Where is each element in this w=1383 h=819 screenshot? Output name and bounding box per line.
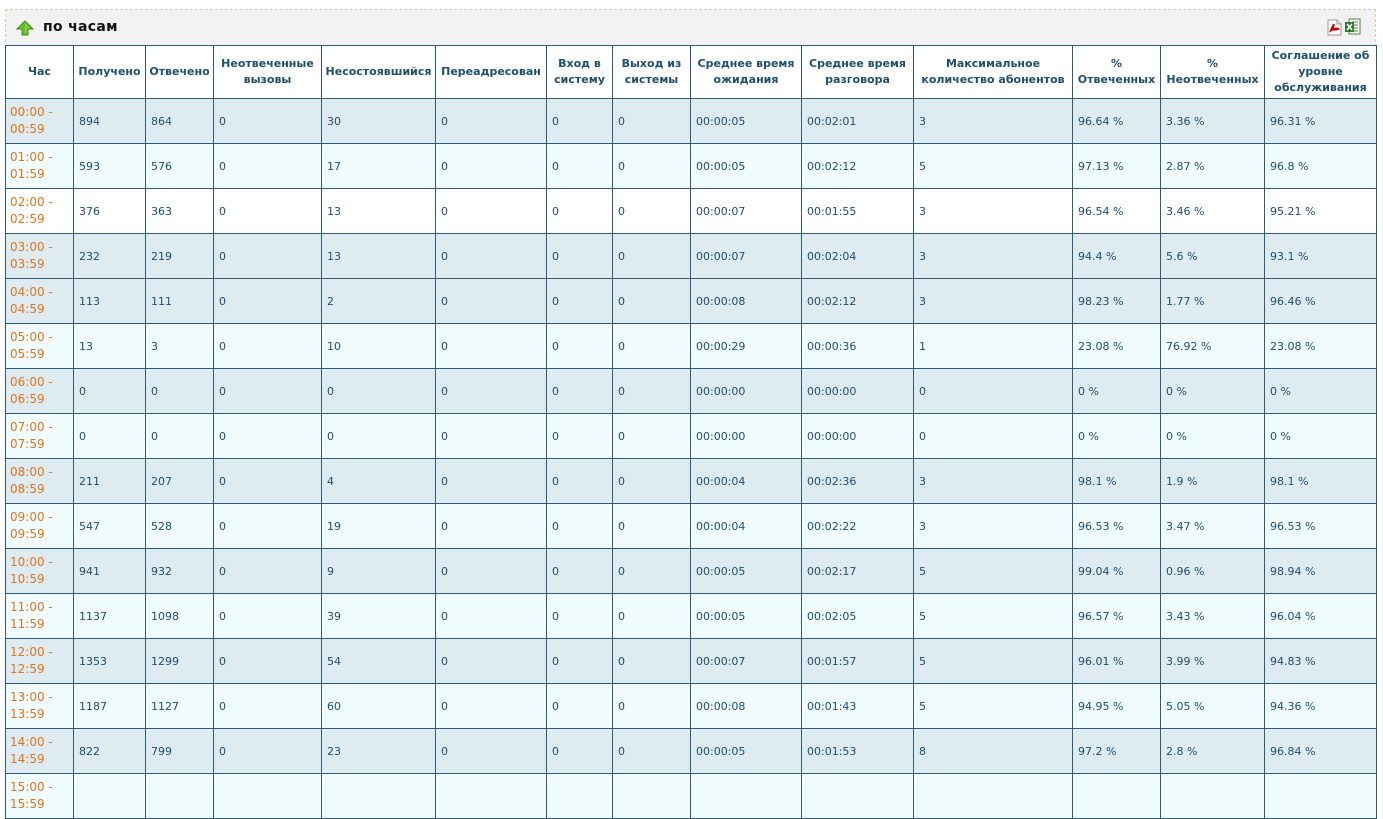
table-cell: 3 bbox=[914, 189, 1073, 234]
table-row bbox=[6, 459, 1377, 504]
table-cell: 54 bbox=[322, 639, 436, 684]
table-cell: 3.43 % bbox=[1161, 594, 1265, 639]
column-header: Вход в систему bbox=[547, 46, 613, 99]
table-cell: 0 bbox=[436, 369, 547, 414]
hour-link[interactable]: 01:00 - 01:59 bbox=[6, 144, 74, 189]
hour-link[interactable]: 11:00 - 11:59 bbox=[6, 594, 74, 639]
table-cell: 0 % bbox=[1073, 369, 1161, 414]
table-cell: 98.94 % bbox=[1265, 549, 1377, 594]
table-cell: 96.54 % bbox=[1073, 189, 1161, 234]
table-cell: 932 bbox=[146, 549, 214, 594]
table-cell: 0 bbox=[436, 99, 547, 144]
table-cell: 363 bbox=[146, 189, 214, 234]
table-cell: 0 bbox=[436, 729, 547, 774]
table-cell bbox=[1265, 774, 1377, 819]
table-cell: 00:00:00 bbox=[691, 369, 802, 414]
table-row bbox=[6, 594, 1377, 639]
table-cell: 96.53 % bbox=[1265, 504, 1377, 549]
table-cell: 3 bbox=[146, 324, 214, 369]
table-cell: 0 bbox=[436, 414, 547, 459]
table-cell: 00:01:57 bbox=[802, 639, 914, 684]
column-header: Час bbox=[6, 46, 74, 99]
table-cell: 0 bbox=[613, 144, 691, 189]
table-cell: 0 bbox=[613, 639, 691, 684]
table-cell: 00:00:00 bbox=[691, 414, 802, 459]
table-cell: 0 bbox=[436, 189, 547, 234]
table-cell bbox=[691, 774, 802, 819]
table-cell: 3 bbox=[914, 234, 1073, 279]
table-cell: 0 bbox=[613, 684, 691, 729]
table-cell: 0 bbox=[436, 504, 547, 549]
table-cell: 0 bbox=[322, 369, 436, 414]
table-cell: 00:02:12 bbox=[802, 144, 914, 189]
table-cell: 1299 bbox=[146, 639, 214, 684]
table-cell: 0 bbox=[322, 414, 436, 459]
table-cell: 0 bbox=[214, 369, 322, 414]
hour-link[interactable]: 02:00 - 02:59 bbox=[6, 189, 74, 234]
table-cell: 00:02:04 bbox=[802, 234, 914, 279]
table-cell: 98.23 % bbox=[1073, 279, 1161, 324]
table-cell: 4 bbox=[322, 459, 436, 504]
table-cell: 1127 bbox=[146, 684, 214, 729]
table-cell: 2 bbox=[322, 279, 436, 324]
table-cell: 111 bbox=[146, 279, 214, 324]
table-cell: 0 bbox=[613, 414, 691, 459]
table-cell: 0 bbox=[914, 369, 1073, 414]
table-cell: 376 bbox=[74, 189, 146, 234]
table-cell: 00:00:05 bbox=[691, 549, 802, 594]
column-header: Получено bbox=[74, 46, 146, 99]
table-cell: 799 bbox=[146, 729, 214, 774]
table-cell: 76.92 % bbox=[1161, 324, 1265, 369]
table-cell: 00:02:12 bbox=[802, 279, 914, 324]
table-cell: 19 bbox=[322, 504, 436, 549]
table-cell: 0 bbox=[436, 639, 547, 684]
table-cell: 0 % bbox=[1265, 369, 1377, 414]
table-cell: 96.53 % bbox=[1073, 504, 1161, 549]
table-cell: 0 bbox=[547, 414, 613, 459]
table-cell: 00:01:43 bbox=[802, 684, 914, 729]
table-cell: 0 bbox=[547, 99, 613, 144]
table-cell: 0 bbox=[547, 594, 613, 639]
table-cell: 00:01:53 bbox=[802, 729, 914, 774]
table-cell: 00:00:07 bbox=[691, 234, 802, 279]
table-row bbox=[6, 684, 1377, 729]
table-cell: 8 bbox=[914, 729, 1073, 774]
table-row bbox=[6, 774, 1377, 819]
hourly-report-table bbox=[5, 45, 1377, 819]
table-cell: 0 bbox=[547, 279, 613, 324]
table-cell bbox=[74, 774, 146, 819]
table-cell: 10 bbox=[322, 324, 436, 369]
table-cell: 0 bbox=[214, 684, 322, 729]
table-cell: 00:01:55 bbox=[802, 189, 914, 234]
table-cell: 1137 bbox=[74, 594, 146, 639]
table-cell: 528 bbox=[146, 504, 214, 549]
table-cell: 0 bbox=[436, 684, 547, 729]
table-cell: 94.4 % bbox=[1073, 234, 1161, 279]
table-cell: 13 bbox=[322, 189, 436, 234]
table-cell: 219 bbox=[146, 234, 214, 279]
table-cell: 1.9 % bbox=[1161, 459, 1265, 504]
hour-link[interactable]: 10:00 - 10:59 bbox=[6, 549, 74, 594]
table-cell: 94.36 % bbox=[1265, 684, 1377, 729]
hour-link[interactable]: 09:00 - 09:59 bbox=[6, 504, 74, 549]
table-cell: 0 bbox=[547, 639, 613, 684]
table-cell: 0 bbox=[547, 234, 613, 279]
table-cell: 93.1 % bbox=[1265, 234, 1377, 279]
table-cell: 00:00:00 bbox=[802, 369, 914, 414]
table-cell: 0 bbox=[914, 414, 1073, 459]
column-header: % Отвеченных bbox=[1073, 46, 1161, 99]
table-cell: 97.2 % bbox=[1073, 729, 1161, 774]
table-cell: 0 bbox=[146, 414, 214, 459]
table-cell: 232 bbox=[74, 234, 146, 279]
table-cell: 0 bbox=[547, 504, 613, 549]
pdf-icon[interactable] bbox=[1327, 19, 1342, 36]
table-cell: 96.84 % bbox=[1265, 729, 1377, 774]
hour-link[interactable]: 15:00 - 15:59 bbox=[6, 774, 74, 819]
table-cell: 0 bbox=[436, 594, 547, 639]
table-cell bbox=[1073, 774, 1161, 819]
column-header: % Неотвеченных bbox=[1161, 46, 1265, 99]
table-cell: 593 bbox=[74, 144, 146, 189]
table-cell: 00:00:05 bbox=[691, 144, 802, 189]
table-cell: 0 bbox=[613, 369, 691, 414]
table-cell: 3 bbox=[914, 279, 1073, 324]
table-cell: 3 bbox=[914, 459, 1073, 504]
table-cell: 00:02:36 bbox=[802, 459, 914, 504]
table-cell: 941 bbox=[74, 549, 146, 594]
table-cell: 00:02:17 bbox=[802, 549, 914, 594]
table-cell: 13 bbox=[74, 324, 146, 369]
table-cell: 0 bbox=[436, 144, 547, 189]
panel-title: по часам bbox=[43, 19, 118, 35]
table-cell: 1353 bbox=[74, 639, 146, 684]
table-cell bbox=[436, 774, 547, 819]
table-cell: 0 bbox=[613, 459, 691, 504]
table-cell: 0 bbox=[547, 144, 613, 189]
table-cell: 3.47 % bbox=[1161, 504, 1265, 549]
table-cell: 0 bbox=[214, 279, 322, 324]
table-cell bbox=[547, 774, 613, 819]
hour-link[interactable]: 07:00 - 07:59 bbox=[6, 414, 74, 459]
table-cell: 0 bbox=[214, 639, 322, 684]
table-row bbox=[6, 414, 1377, 459]
table-cell: 5.6 % bbox=[1161, 234, 1265, 279]
table-cell: 60 bbox=[322, 684, 436, 729]
table-cell: 547 bbox=[74, 504, 146, 549]
table-cell bbox=[146, 774, 214, 819]
table-cell: 96.04 % bbox=[1265, 594, 1377, 639]
table-cell: 1 bbox=[914, 324, 1073, 369]
hour-link[interactable]: 04:00 - 04:59 bbox=[6, 279, 74, 324]
table-cell: 0 bbox=[547, 459, 613, 504]
table-cell: 5 bbox=[914, 144, 1073, 189]
table-cell: 2.8 % bbox=[1161, 729, 1265, 774]
table-cell: 23.08 % bbox=[1073, 324, 1161, 369]
table-cell bbox=[914, 774, 1073, 819]
table-cell: 0 bbox=[436, 549, 547, 594]
table-row bbox=[6, 234, 1377, 279]
table-cell: 0 bbox=[547, 369, 613, 414]
table-row bbox=[6, 189, 1377, 234]
table-cell: 00:00:07 bbox=[691, 189, 802, 234]
table-cell: 894 bbox=[74, 99, 146, 144]
table-cell: 3.46 % bbox=[1161, 189, 1265, 234]
table-cell: 23.08 % bbox=[1265, 324, 1377, 369]
table-cell: 98.1 % bbox=[1265, 459, 1377, 504]
table-cell: 0 bbox=[547, 324, 613, 369]
table-cell: 00:00:04 bbox=[691, 504, 802, 549]
table-cell: 3.36 % bbox=[1161, 99, 1265, 144]
table-row bbox=[6, 144, 1377, 189]
table-cell: 207 bbox=[146, 459, 214, 504]
column-header: Максимальное количество абонентов bbox=[914, 46, 1073, 99]
table-cell: 00:00:36 bbox=[802, 324, 914, 369]
table-cell: 3 bbox=[914, 99, 1073, 144]
table-body bbox=[6, 99, 1377, 819]
table-cell: 0 bbox=[613, 729, 691, 774]
table-cell: 113 bbox=[74, 279, 146, 324]
table-cell: 3 bbox=[914, 504, 1073, 549]
table-cell: 5 bbox=[914, 639, 1073, 684]
table-cell: 0 bbox=[214, 324, 322, 369]
table-cell: 5 bbox=[914, 594, 1073, 639]
table-cell: 822 bbox=[74, 729, 146, 774]
table-cell: 39 bbox=[322, 594, 436, 639]
table-cell: 97.13 % bbox=[1073, 144, 1161, 189]
column-header: Соглашение об уровне обслуживания bbox=[1265, 46, 1377, 99]
table-cell: 0 bbox=[547, 684, 613, 729]
table-cell: 0 bbox=[74, 414, 146, 459]
table-cell: 5.05 % bbox=[1161, 684, 1265, 729]
table-cell: 23 bbox=[322, 729, 436, 774]
table-cell bbox=[613, 774, 691, 819]
table-cell: 0 bbox=[613, 279, 691, 324]
table-cell: 0 bbox=[436, 324, 547, 369]
table-cell: 0 % bbox=[1073, 414, 1161, 459]
excel-icon[interactable] bbox=[1344, 18, 1361, 35]
table-cell: 211 bbox=[74, 459, 146, 504]
hour-link[interactable]: 00:00 - 00:59 bbox=[6, 99, 74, 144]
table-cell: 96.57 % bbox=[1073, 594, 1161, 639]
column-header: Среднее время разговора bbox=[802, 46, 914, 99]
table-cell: 3.99 % bbox=[1161, 639, 1265, 684]
column-header: Переадресован bbox=[436, 46, 547, 99]
table-cell bbox=[322, 774, 436, 819]
hour-link[interactable]: 06:00 - 06:59 bbox=[6, 369, 74, 414]
table-cell: 0 bbox=[214, 549, 322, 594]
hour-link[interactable]: 05:00 - 05:59 bbox=[6, 324, 74, 369]
table-cell: 13 bbox=[322, 234, 436, 279]
hour-link[interactable]: 12:00 - 12:59 bbox=[6, 639, 74, 684]
table-cell: 0 bbox=[547, 189, 613, 234]
table-cell: 0 bbox=[613, 324, 691, 369]
table-cell: 0 bbox=[214, 144, 322, 189]
table-cell: 0 bbox=[214, 729, 322, 774]
table-cell: 0 bbox=[436, 234, 547, 279]
table-cell: 0 bbox=[613, 99, 691, 144]
table-cell bbox=[214, 774, 322, 819]
table-cell: 00:00:07 bbox=[691, 639, 802, 684]
table-cell: 96.64 % bbox=[1073, 99, 1161, 144]
table-cell bbox=[1161, 774, 1265, 819]
hour-link[interactable]: 03:00 - 03:59 bbox=[6, 234, 74, 279]
table-cell: 94.95 % bbox=[1073, 684, 1161, 729]
table-cell: 96.8 % bbox=[1265, 144, 1377, 189]
table-cell: 95.21 % bbox=[1265, 189, 1377, 234]
table-cell: 0 % bbox=[1161, 414, 1265, 459]
table-cell: 00:00:29 bbox=[691, 324, 802, 369]
hour-link[interactable]: 13:00 - 13:59 bbox=[6, 684, 74, 729]
table-cell: 0 bbox=[214, 99, 322, 144]
table-cell: 00:02:22 bbox=[802, 504, 914, 549]
table-cell: 864 bbox=[146, 99, 214, 144]
table-cell: 0 % bbox=[1161, 369, 1265, 414]
table-cell: 00:00:08 bbox=[691, 279, 802, 324]
table-cell: 0 bbox=[214, 594, 322, 639]
table-row bbox=[6, 639, 1377, 684]
table-row bbox=[6, 729, 1377, 774]
table-cell: 00:00:00 bbox=[802, 414, 914, 459]
table-cell: 0 % bbox=[1265, 414, 1377, 459]
table-cell: 0 bbox=[74, 369, 146, 414]
table-row bbox=[6, 549, 1377, 594]
table-cell: 0 bbox=[436, 279, 547, 324]
table-cell: 0.96 % bbox=[1161, 549, 1265, 594]
table-header-row bbox=[6, 46, 1377, 99]
table-cell: 5 bbox=[914, 549, 1073, 594]
column-header: Среднее время ожидания bbox=[691, 46, 802, 99]
table-cell: 0 bbox=[547, 549, 613, 594]
hour-link[interactable]: 14:00 - 14:59 bbox=[6, 729, 74, 774]
table-cell: 0 bbox=[214, 504, 322, 549]
table-cell: 00:00:04 bbox=[691, 459, 802, 504]
table-cell: 00:00:05 bbox=[691, 594, 802, 639]
table-cell: 96.46 % bbox=[1265, 279, 1377, 324]
table-cell: 00:02:01 bbox=[802, 99, 914, 144]
table-cell: 1098 bbox=[146, 594, 214, 639]
table-cell: 9 bbox=[322, 549, 436, 594]
table-cell: 00:00:05 bbox=[691, 729, 802, 774]
panel-header bbox=[6, 10, 1375, 45]
table-cell: 0 bbox=[214, 459, 322, 504]
table-cell: 96.01 % bbox=[1073, 639, 1161, 684]
column-header: Несостоявшийся bbox=[322, 46, 436, 99]
table-cell: 30 bbox=[322, 99, 436, 144]
table-cell: 0 bbox=[214, 414, 322, 459]
column-header: Неотвеченные вызовы bbox=[214, 46, 322, 99]
table-cell: 2.87 % bbox=[1161, 144, 1265, 189]
table-cell: 0 bbox=[613, 504, 691, 549]
table-row bbox=[6, 504, 1377, 549]
table-row bbox=[6, 324, 1377, 369]
table-cell: 0 bbox=[214, 234, 322, 279]
table-cell: 00:02:05 bbox=[802, 594, 914, 639]
table-cell: 99.04 % bbox=[1073, 549, 1161, 594]
column-header: Отвечено bbox=[146, 46, 214, 99]
up-arrow-icon[interactable] bbox=[16, 20, 34, 36]
hour-link[interactable]: 08:00 - 08:59 bbox=[6, 459, 74, 504]
table-cell: 98.1 % bbox=[1073, 459, 1161, 504]
table-cell: 576 bbox=[146, 144, 214, 189]
table-cell: 0 bbox=[613, 234, 691, 279]
table-cell: 94.83 % bbox=[1265, 639, 1377, 684]
table-row bbox=[6, 99, 1377, 144]
table-cell: 0 bbox=[613, 189, 691, 234]
table-cell: 1.77 % bbox=[1161, 279, 1265, 324]
table-cell: 0 bbox=[547, 729, 613, 774]
table-row bbox=[6, 279, 1377, 324]
table-cell: 0 bbox=[613, 594, 691, 639]
table-cell: 17 bbox=[322, 144, 436, 189]
table-cell: 96.31 % bbox=[1265, 99, 1377, 144]
table-cell: 00:00:08 bbox=[691, 684, 802, 729]
column-header: Выход из системы bbox=[613, 46, 691, 99]
table-cell: 5 bbox=[914, 684, 1073, 729]
table-cell: 0 bbox=[214, 189, 322, 234]
table-cell: 00:00:05 bbox=[691, 99, 802, 144]
table-cell: 0 bbox=[436, 459, 547, 504]
table-cell: 0 bbox=[613, 549, 691, 594]
table-row bbox=[6, 369, 1377, 414]
table-cell bbox=[802, 774, 914, 819]
table-cell: 1187 bbox=[74, 684, 146, 729]
table-cell: 0 bbox=[146, 369, 214, 414]
